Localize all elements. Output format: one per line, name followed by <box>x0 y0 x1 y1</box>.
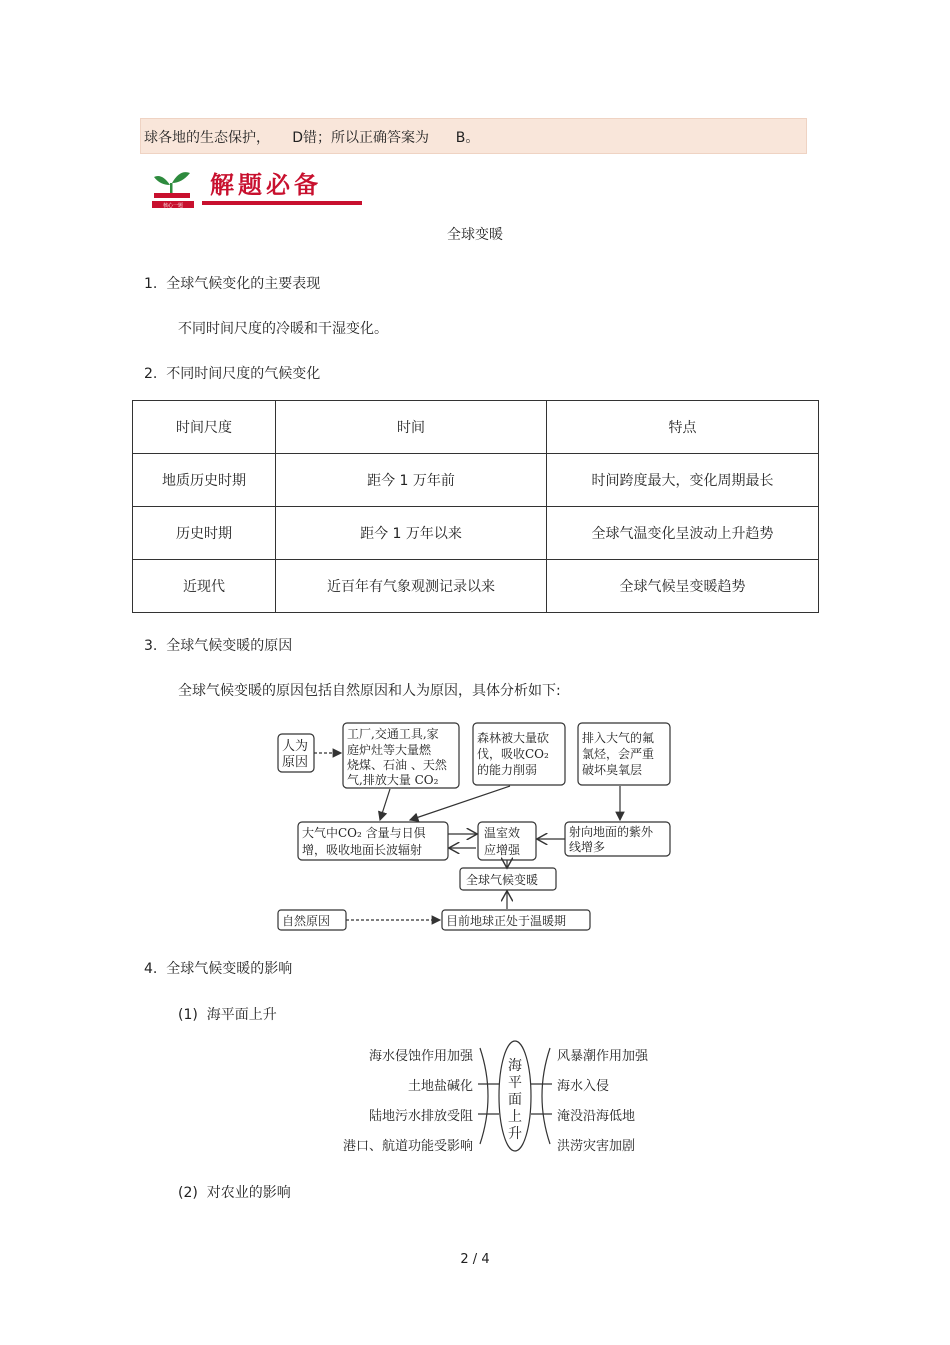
right-effect: 海水入侵 <box>557 1079 610 1094</box>
table-header-cell: 特点 <box>547 401 819 454</box>
table-header-cell: 时间尺度 <box>133 401 276 454</box>
human-cause-label: 人为 <box>282 739 309 754</box>
factory-line: 庭炉灶等大量燃 <box>347 743 432 757</box>
section-2-heading: 2. 不同时间尺度的气候变化 <box>144 366 321 382</box>
uv-line: 线增多 <box>569 840 606 854</box>
factory-line: 烧煤、石油 、天然 <box>347 758 447 772</box>
center-char: 上 <box>508 1109 522 1125</box>
forest-line: 森林被大量砍 <box>477 731 550 745</box>
uv-line: 射向地面的紫外 <box>569 825 654 839</box>
answer-line: 球各地的生态保护， D错；所以正确答案为 B。 <box>144 130 480 146</box>
forest-line: 伐，吸收CO₂ <box>477 747 549 761</box>
warm-period-label: 目前地球正处于温暖期 <box>446 914 567 928</box>
table-cell: 全球气温变化呈波动上升趋势 <box>547 507 819 560</box>
left-effect: 港口、航道功能受影响 <box>342 1139 473 1154</box>
right-effect: 淹没沿海低地 <box>557 1109 636 1124</box>
table-cell: 全球气候呈变暖趋势 <box>547 560 819 613</box>
left-effect: 土地盐碱化 <box>407 1079 473 1094</box>
table-header-row <box>133 401 819 454</box>
table-row <box>133 454 819 507</box>
freon-line: 氯烃，会严重 <box>582 747 655 761</box>
table-cell: 历史时期 <box>133 507 276 560</box>
section-4-sub1: (1) 海平面上升 <box>178 1007 277 1023</box>
section-3-heading: 3. 全球气候变暖的原因 <box>144 638 293 654</box>
right-effect: 洪涝灾害加剧 <box>557 1139 636 1154</box>
factory-line: 工厂,交通工具,家 <box>347 727 439 741</box>
center-char: 平 <box>508 1075 522 1091</box>
page-title: 全球变暖 <box>447 227 503 243</box>
cause-diagram <box>270 718 680 936</box>
greenhouse-line: 温室效 <box>484 826 521 840</box>
banner-graphic <box>150 163 365 211</box>
center-char: 升 <box>508 1126 522 1142</box>
table-cell: 时间跨度最大，变化周期最长 <box>547 454 819 507</box>
table-cell: 距今 1 万年以来 <box>276 507 547 560</box>
section-1-body: 不同时间尺度的冷暖和干湿变化。 <box>178 321 388 337</box>
section-3-body: 全球气候变暖的原因包括自然原因和人为原因，具体分析如下: <box>178 683 561 699</box>
human-cause-label: 原因 <box>282 755 309 770</box>
table-cell: 距今 1 万年前 <box>276 454 547 507</box>
center-char: 面 <box>508 1092 522 1108</box>
natural-cause-label: 自然原因 <box>282 914 331 928</box>
co2-line: 大气中CO₂ 含量与日俱 <box>302 826 426 840</box>
right-bracket <box>542 1048 550 1144</box>
table-row <box>133 507 819 560</box>
section-4-heading: 4. 全球气候变暖的影响 <box>144 961 293 977</box>
section-4-sub2: (2) 对农业的影响 <box>178 1185 291 1201</box>
co2-line: 增，吸收地面长波辐射 <box>302 843 423 857</box>
right-effect: 风暴潮作用加强 <box>557 1049 649 1064</box>
banner-sub-label: 核心一题 <box>162 203 184 209</box>
climate-scale-table <box>132 400 819 613</box>
left-bracket <box>480 1048 488 1144</box>
freon-line: 排入大气的氟 <box>582 731 655 745</box>
greenhouse-line: 应增强 <box>484 843 521 857</box>
table-cell: 近现代 <box>133 560 276 613</box>
left-effect: 陆地污水排放受阻 <box>368 1109 473 1124</box>
sea-level-diagram <box>320 1040 670 1158</box>
banner-label: 解题必备 <box>210 170 322 199</box>
forest-line: 的能力削弱 <box>477 763 538 777</box>
section-1-heading: 1. 全球气候变化的主要表现 <box>144 276 321 292</box>
page-number: 2 / 4 <box>460 1252 490 1267</box>
table-row <box>133 560 819 613</box>
warming-label: 全球气候变暖 <box>466 873 539 887</box>
table-header-cell: 时间 <box>276 401 547 454</box>
freon-line: 破坏臭氧层 <box>582 763 643 777</box>
center-char: 海 <box>508 1058 522 1074</box>
left-effect: 海水侵蚀作用加强 <box>368 1049 473 1064</box>
factory-line: 气,排放大量 CO₂ <box>347 773 439 787</box>
table-cell: 近百年有气象观测记录以来 <box>276 560 547 613</box>
table-cell: 地质历史时期 <box>133 454 276 507</box>
